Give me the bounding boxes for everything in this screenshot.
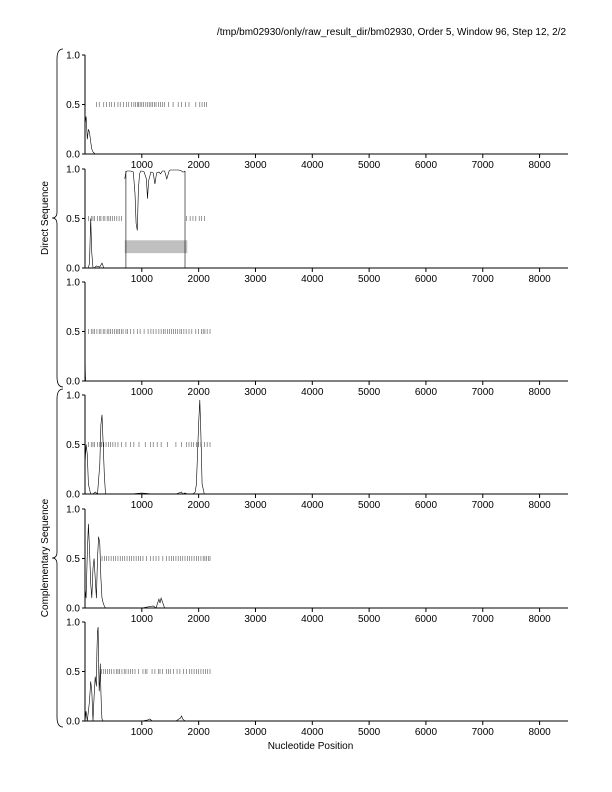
x-tick-label: 8000 bbox=[528, 727, 551, 738]
x-tick-label: 5000 bbox=[357, 727, 381, 738]
x-tick-label: 4000 bbox=[301, 614, 324, 625]
y-tick-label: 1.0 bbox=[66, 504, 80, 516]
panel-2 bbox=[66, 165, 568, 286]
y-tick-label: 1.0 bbox=[66, 277, 80, 289]
x-tick-label: 2000 bbox=[187, 500, 210, 511]
x-tick-label: 2000 bbox=[187, 274, 210, 285]
x-tick-label: 4000 bbox=[301, 274, 324, 285]
x-tick-label: 1000 bbox=[130, 160, 153, 171]
y-tick-label: 1.0 bbox=[66, 617, 80, 629]
y-tick-label: 1.0 bbox=[66, 390, 80, 402]
x-tick-label: 8000 bbox=[528, 274, 551, 285]
group-brace bbox=[52, 49, 63, 387]
x-tick-label: 7000 bbox=[471, 387, 494, 398]
series-line bbox=[125, 170, 185, 230]
y-tick-label: 0.5 bbox=[66, 214, 80, 225]
y-tick-label: 1.0 bbox=[66, 50, 80, 62]
panel-5 bbox=[66, 505, 568, 626]
x-tick-label: 2000 bbox=[187, 160, 210, 171]
x-tick-label: 6000 bbox=[414, 727, 438, 738]
y-tick-label: 0.5 bbox=[66, 554, 80, 565]
page-header: /tmp/bm02930/only/raw_result_dir/bm02930, Order 5, Window 96, Step 12, 2/2 bbox=[216, 27, 566, 38]
x-tick-label: 5000 bbox=[357, 274, 381, 285]
x-tick-label: 7000 bbox=[471, 160, 494, 171]
x-tick-label: 1000 bbox=[130, 500, 153, 511]
x-tick-label: 4000 bbox=[301, 160, 324, 171]
x-tick-label: 5000 bbox=[357, 500, 381, 511]
x-tick-label: 7000 bbox=[471, 614, 494, 625]
series-line bbox=[85, 524, 176, 608]
x-tick-label: 2000 bbox=[187, 727, 210, 738]
series-line bbox=[85, 116, 102, 154]
x-tick-label: 4000 bbox=[301, 727, 324, 738]
x-tick-label: 3000 bbox=[244, 614, 267, 625]
x-tick-label: 2000 bbox=[187, 387, 210, 398]
x-tick-label: 6000 bbox=[414, 500, 438, 511]
x-tick-label: 5000 bbox=[357, 387, 381, 398]
group-brace bbox=[52, 389, 63, 727]
x-tick-label: 3000 bbox=[244, 274, 267, 285]
y-tick-label: 0.5 bbox=[66, 667, 80, 678]
x-tick-label: 1000 bbox=[130, 387, 153, 398]
x-tick-label: 5000 bbox=[357, 160, 381, 171]
y-tick-label: 0.0 bbox=[66, 716, 80, 728]
x-tick-label: 6000 bbox=[414, 274, 438, 285]
x-tick-label: 1000 bbox=[130, 614, 153, 625]
x-axis-label: Nucleotide Position bbox=[267, 741, 354, 752]
series-line bbox=[85, 341, 87, 381]
y-tick-label: 0.0 bbox=[66, 603, 80, 615]
x-tick-label: 7000 bbox=[471, 727, 494, 738]
x-tick-label: 3000 bbox=[244, 387, 267, 398]
y-tick-label: 0.0 bbox=[66, 263, 80, 275]
x-tick-label: 3000 bbox=[244, 500, 267, 511]
shaded-region bbox=[125, 240, 188, 253]
panel-6 bbox=[66, 618, 568, 739]
panel-4 bbox=[66, 391, 568, 512]
y-tick-label: 1.0 bbox=[66, 164, 80, 176]
x-tick-label: 8000 bbox=[528, 387, 551, 398]
x-tick-label: 6000 bbox=[414, 387, 438, 398]
y-tick-label: 0.5 bbox=[66, 100, 80, 111]
x-tick-label: 8000 bbox=[528, 614, 551, 625]
y-tick-label: 0.0 bbox=[66, 149, 80, 161]
x-tick-label: 8000 bbox=[528, 160, 551, 171]
x-tick-label: 7000 bbox=[471, 500, 494, 511]
y-tick-label: 0.5 bbox=[66, 327, 80, 338]
x-tick-label: 6000 bbox=[414, 160, 438, 171]
y-tick-label: 0.0 bbox=[66, 376, 80, 388]
panel-1 bbox=[66, 51, 568, 172]
group-label: Direct Sequence bbox=[40, 181, 51, 255]
x-tick-label: 4000 bbox=[301, 387, 324, 398]
panel-3 bbox=[66, 278, 568, 399]
x-tick-label: 1000 bbox=[130, 727, 153, 738]
x-tick-label: 7000 bbox=[471, 274, 494, 285]
x-tick-label: 1000 bbox=[130, 274, 153, 285]
x-tick-label: 8000 bbox=[528, 500, 551, 511]
y-tick-label: 0.0 bbox=[66, 489, 80, 501]
group-label: Complementary Sequence bbox=[40, 498, 51, 618]
series-line bbox=[85, 627, 187, 721]
x-tick-label: 5000 bbox=[357, 614, 381, 625]
x-tick-label: 3000 bbox=[244, 727, 267, 738]
x-tick-label: 2000 bbox=[187, 614, 210, 625]
series-line bbox=[85, 219, 125, 269]
x-tick-label: 4000 bbox=[301, 500, 324, 511]
y-tick-label: 0.5 bbox=[66, 440, 80, 451]
x-tick-label: 3000 bbox=[244, 160, 267, 171]
x-tick-label: 6000 bbox=[414, 614, 438, 625]
